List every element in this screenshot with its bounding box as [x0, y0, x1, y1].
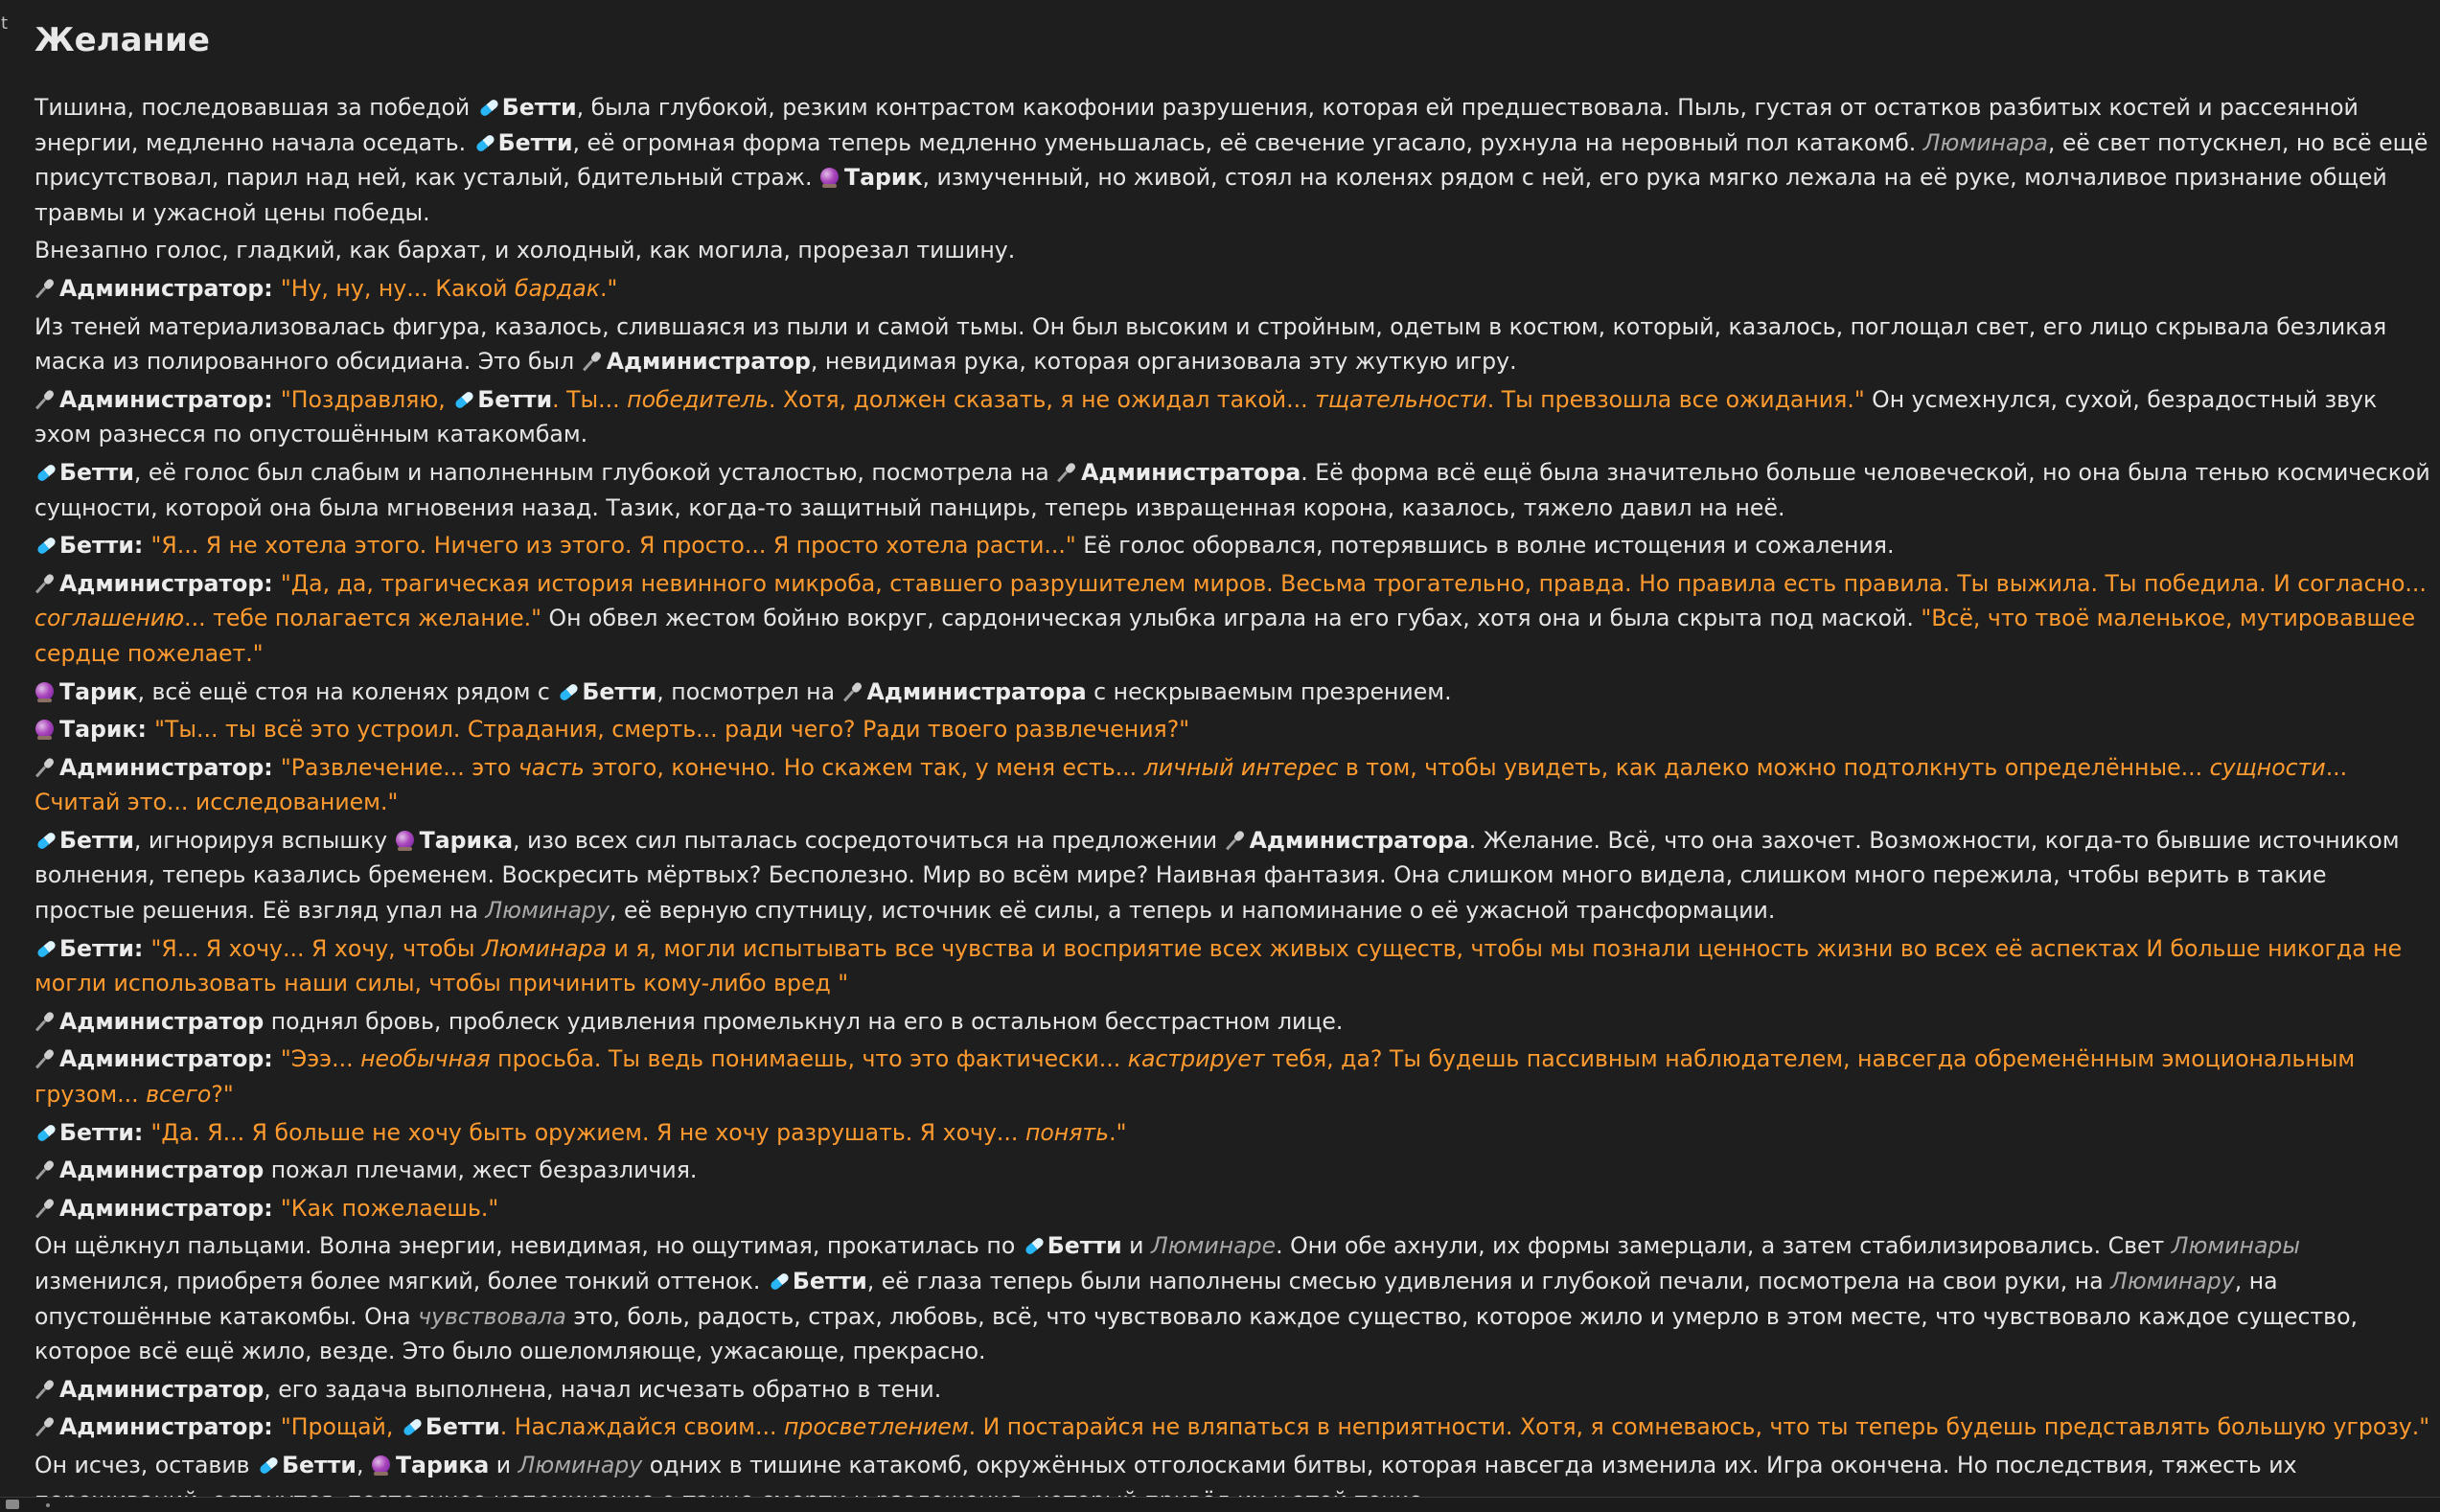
dialogue-admin-4 [35, 750, 2430, 820]
character-luminara: Люминара [1922, 128, 2048, 156]
toolbar-icon[interactable] [6, 1500, 19, 1509]
dialogue-admin-7 [35, 1409, 2430, 1445]
dialogue: ." [599, 274, 618, 302]
paragraph-19 [35, 1228, 2430, 1368]
text: Тишина, последовавшая за победой [35, 94, 477, 121]
dialogue: . Наслаждайся своим... [499, 1413, 784, 1441]
text: , его задача выполнена, начал исчезать обратно в тени. [264, 1375, 942, 1403]
dialogue-emphasis: понять [1024, 1118, 1110, 1146]
dialogue-emphasis: бардак [514, 274, 600, 302]
pill-icon [257, 1455, 278, 1476]
microphone-icon [35, 1198, 56, 1219]
character-luminara: Люминары [2171, 1232, 2301, 1260]
paragraph-9 [35, 675, 2430, 710]
dialogue-emphasis: Люминара [481, 934, 608, 962]
dialogue: . И постарайся не вляпаться в неприятности. Хотя, я сомневаюсь, что ты теперь будешь представлять большую угрозу." [968, 1413, 2430, 1441]
character-betty: Бетти [425, 1413, 500, 1441]
character-betty: Бетти [497, 128, 573, 156]
microphone-icon [35, 1159, 56, 1180]
text: , посмотрел на [656, 677, 842, 705]
microphone-icon [35, 1379, 56, 1400]
dialogue-betty-3 [35, 1115, 2430, 1151]
microphone-icon [1056, 462, 1077, 483]
paragraph-1 [35, 90, 2430, 230]
text: , измученный, но живой, стоял на коленях рядом с ней, его рука мягко лежала на её руке, молчаливое признание общей травмы и ужасной цены победы. [35, 164, 2387, 226]
crystal-ball-icon [819, 167, 840, 188]
pill-icon [35, 830, 56, 851]
speaker-betty: Бетти [59, 934, 134, 962]
dialogue: "Да, да, трагическая история невинного микроба, ставшего разрушителем миров. Весьма трогательно, правда. Но правила есть правила. Ты выжила. Ты победила. И согласно... [280, 569, 2427, 597]
microphone-icon [842, 681, 863, 702]
character-betty: Бетти [582, 677, 657, 705]
character-luminara: Люминару [2110, 1268, 2235, 1294]
character-betty: Бетти [792, 1268, 867, 1294]
bottom-toolbar [0, 1497, 2440, 1512]
dialogue-admin-5 [35, 1042, 2430, 1111]
dialogue-emphasis: сущности [2209, 753, 2326, 781]
colon: : [264, 274, 281, 302]
paragraph-4 [35, 309, 2430, 379]
pill-icon [35, 938, 56, 959]
dialogue-emphasis: просветлением [783, 1413, 969, 1441]
speaker-betty: Бетти [59, 532, 134, 560]
colon: : [264, 569, 281, 597]
pill-icon [557, 681, 578, 702]
dialogue-emphasis: часть [518, 753, 585, 781]
pill-icon [477, 97, 498, 118]
colon: : [133, 1118, 151, 1146]
pill-icon [473, 132, 495, 153]
character-luminara: Люминару [518, 1451, 643, 1478]
character-tarik: Тарик [844, 164, 923, 192]
character-admin: Администратор [59, 1157, 265, 1184]
speaker-admin: Администратор [59, 1045, 265, 1073]
character-betty: Бетти [59, 826, 134, 854]
character-admin: Администратора [1081, 458, 1301, 486]
text: . Её форма всё ещё была значительно больше человеческой, но она была тенью космической сущности, которой она была мгновения назад. Тазик, когда-то защитный панцирь, теперь извращенная корона, казалось, тяжело давил на неё. [35, 458, 2430, 521]
character-betty: Бетти [1047, 1232, 1122, 1260]
corner-letter: t [1, 13, 9, 34]
text: изменился, приобретя более мягкий, более тонкий оттенок. [35, 1268, 768, 1294]
text: Он исчез, оставив [35, 1451, 258, 1478]
microphone-icon [35, 278, 56, 299]
dialogue: ... Считай это... исследованием." [35, 753, 2348, 816]
microphone-icon [35, 1048, 56, 1069]
character-admin: Администратор [59, 1007, 265, 1035]
microphone-icon [582, 351, 603, 372]
microphone-icon [35, 389, 56, 410]
dialogue-admin-6 [35, 1191, 2430, 1226]
paragraph-2: Внезапно голос, гладкий, как бархат, и холодный, как могила, прорезал тишину. [35, 237, 1016, 264]
crystal-ball-icon [395, 830, 416, 851]
dialogue-emphasis: необычная [360, 1045, 491, 1073]
character-tarik: Тарика [395, 1451, 490, 1478]
character-tarik: Тарик [59, 677, 138, 705]
colon: : [264, 1194, 281, 1222]
page-title: Желание [35, 21, 210, 59]
dialogue-emphasis: тщательности [1315, 385, 1487, 413]
dialogue: ... тебе полагается желание." [184, 605, 542, 632]
dialogue: и я, могли испытывать все чувства и восприятие всех живых существ, чтобы мы познали ценность жизни во всех её аспектах И больше никогда не могли использовать наши силы, чтобы причинить кому-либо вред " [35, 934, 2403, 997]
pill-icon [35, 462, 56, 483]
character-admin: Администратора [1249, 826, 1469, 854]
dialogue-admin-2 [35, 382, 2430, 452]
dialogue: . Ты превзошла все ожидания." [1486, 385, 1865, 413]
dialogue: "Развлечение... это [280, 753, 518, 781]
paragraph-6 [35, 455, 2430, 525]
text: Он обвел жестом бойню вокруг, сардоническая улыбка играла на его губах, хотя она и была скрыта под маской. [541, 605, 1922, 632]
speaker-admin: Администратор [59, 569, 265, 597]
text: поднял бровь, проблеск удивления промелькнул на его в остальном бесстрастном лице. [264, 1007, 1344, 1035]
crystal-ball-icon [371, 1455, 392, 1476]
character-betty: Бетти [501, 94, 577, 121]
text: с нескрываемым презрением. [1086, 677, 1452, 705]
paragraph-12 [35, 823, 2430, 928]
dialogue: "Ну, ну, ну... Какой [280, 274, 515, 302]
colon: : [264, 753, 281, 781]
story-document [35, 17, 2430, 1512]
speaker-betty: Бетти [59, 1118, 134, 1146]
text: , игнорируя вспышку [133, 826, 395, 854]
speaker-admin: Администратор [59, 385, 265, 413]
dialogue-emphasis: личный интерес [1143, 753, 1339, 781]
dialogue: "Всё, что твоё маленькое, мутировавшее сердце пожелает." [35, 605, 2416, 667]
character-luminara: Люминаре [1150, 1232, 1277, 1260]
dialogue: просьба. Ты ведь понимаешь, что это фактически... [490, 1045, 1128, 1073]
character-betty: Бетти [477, 385, 553, 413]
text: . Желание. Всё, что она захочет. Возможности, когда-то бывшие источником волнения, теперь казались бременем. Воскресить мёртвых? Бесполезно. Мир во всём мире? Наивная фантазия. Она слишком много видела, слишком много пережила, чтобы верить в такие простые решения. Её взгляд упал на [35, 826, 2400, 925]
colon: : [133, 532, 151, 560]
pill-icon [35, 1122, 56, 1143]
dialogue-emphasis: кастрирует [1127, 1045, 1265, 1073]
text: , [356, 1451, 371, 1478]
dialogue-tarik-1 [35, 712, 2430, 747]
speaker-admin: Администратор [59, 1413, 265, 1441]
text: Он щёлкнул пальцами. Волна энергии, невидимая, но ощутимая, прокатилась по [35, 1232, 1023, 1260]
dialogue: . Хотя, должен сказать, я не ожидал такой... [769, 385, 1316, 413]
pill-icon [35, 535, 56, 556]
dialogue-admin-3 [35, 566, 2430, 672]
text: Он усмехнулся, сухой, безрадостный звук эхом разнесся по опустошённым катакомбам. [35, 385, 2378, 448]
text: , была глубокой, резким контрастом какофонии разрушения, которая ей предшествовала. Пыль, густая от остатков разбитых костей и рассеянной энергии, медленно начала оседать. [35, 94, 2359, 156]
dialogue: "Ты... ты всё это устроил. Страдания, смерть... ради чего? Ради твоего развлечения?" [154, 716, 1190, 744]
colon: : [264, 1413, 281, 1441]
dialogue: тебя, да? Ты будешь пассивным наблюдателем, навсегда обременённым эмоциональным грузом... [35, 1045, 2356, 1109]
dialogue: "Я... Я хочу... Я хочу, чтобы [150, 934, 482, 962]
crystal-ball-icon [35, 681, 56, 702]
dialogue-betty-2 [35, 931, 2430, 1001]
colon: : [264, 1045, 281, 1073]
dialogue: "Я... Я не хотела этого. Ничего из этого. Я просто... Я просто хотела расти..." [150, 532, 1076, 560]
microphone-icon [1225, 830, 1246, 851]
pill-icon [768, 1271, 789, 1292]
character-admin: Администратора [866, 677, 1087, 705]
character-luminara: Люминару [485, 897, 610, 925]
character-betty: Бетти [282, 1451, 357, 1478]
microphone-icon [35, 1011, 56, 1032]
text: пожал плечами, жест безразличия. [264, 1157, 698, 1184]
dialogue: "Поздравляю, [280, 385, 453, 413]
text: Из теней материализовалась фигура, казалось, слившаяся из пыли и самой тьмы. Он был высоким и стройным, одетым в костюм, который, казалось, поглощал свет, его лицо скрывала безликая маска из полированного обсидиана. Это был [35, 312, 2387, 376]
text: , невидимая рука, которая организовала эту жуткую игру. [810, 348, 1517, 376]
speaker-admin: Администратор [59, 274, 265, 302]
dialogue: ?" [211, 1081, 234, 1109]
dialogue-admin-1 [35, 271, 2430, 307]
text: и [489, 1451, 518, 1478]
character-admin: Администратор [606, 348, 811, 376]
character-admin: Администратор [59, 1375, 265, 1403]
dialogue-emphasis: соглашению [35, 605, 185, 632]
colon: : [264, 385, 281, 413]
pill-icon [1023, 1235, 1044, 1256]
paragraph-17 [35, 1153, 2430, 1188]
text: , её глаза теперь были наполнены смесью удивления и глубокой печали, посмотрела на свои руки, на [866, 1268, 2111, 1294]
character-tarik: Тарика [419, 826, 514, 854]
text: . Они обе ахнули, их формы замерцали, а затем стабилизировались. Свет [1276, 1232, 2172, 1260]
text: , на опустошённые катакомбы. Она [35, 1268, 2278, 1330]
colon: : [137, 716, 155, 744]
text: , всё ещё стоя на коленях рядом с [137, 677, 558, 705]
text: Её голос оборвался, потерявшись в волне истощения и сожаления. [1075, 532, 1895, 560]
dialogue-emphasis: всего [146, 1081, 212, 1109]
pill-icon [452, 389, 473, 410]
dialogue-betty-1 [35, 528, 2430, 563]
crystal-ball-icon [35, 719, 56, 740]
text: и [1121, 1232, 1151, 1260]
text: , изо всех сил пыталась сосредоточиться на предложении [513, 826, 1225, 854]
speaker-tarik: Тарик [59, 716, 138, 744]
microphone-icon [35, 1416, 56, 1437]
dialogue: "Прощай, [280, 1413, 401, 1441]
dialogue: в том, чтобы увидеть, как далеко можно подтолкнуть определённые... [1338, 753, 2210, 781]
text: это, боль, радость, страх, любовь, всё, что чувствовало каждое существо, которое жило и умерло в этом месте, что чувствовало каждое существо, которое всё ещё жило, везде. Это было ошеломляюще, ужасающе, прекрасно. [35, 1302, 2359, 1365]
toolbar-dot-icon[interactable] [46, 1503, 50, 1507]
character-betty: Бетти [59, 458, 134, 486]
microphone-icon [35, 573, 56, 594]
text: , её верную спутницу, источник её силы, а теперь и напоминание о её ужасной трансформации. [609, 897, 1776, 925]
speaker-admin: Администратор [59, 1194, 265, 1222]
paragraph-14 [35, 1004, 2430, 1040]
text: одних в тишине катакомб, окружённых отголосками битвы, которая навсегда изменила их. Игра окончена. Но последствия, тяжесть их [649, 1451, 2297, 1478]
microphone-icon [35, 757, 56, 778]
pill-icon [401, 1416, 422, 1437]
text: , её свет потускнел, но всё ещё присутствовал, парил над ней, как усталый, бдительный страж. [35, 128, 2428, 192]
dialogue: "Да. Я... Я больше не хочу быть оружием. Я не хочу разрушать. Я хочу... [150, 1118, 1025, 1146]
text: , её огромная форма теперь медленно уменьшалась, её свечение угасало, рухнула на неровный пол катакомб. [572, 128, 1923, 156]
dialogue-emphasis: победитель [627, 385, 769, 413]
dialogue: . Ты... [552, 385, 628, 413]
speaker-admin: Администратор [59, 753, 265, 781]
dialogue: этого, конечно. Но скажем так, у меня есть... [584, 753, 1144, 781]
dialogue: ." [1109, 1118, 1127, 1146]
dialogue: "Эээ... [280, 1045, 361, 1073]
dialogue: "Как пожелаешь." [280, 1194, 499, 1222]
emphasis: чувствовала [418, 1302, 566, 1330]
text: , её голос был слабым и наполненным глубокой усталостью, посмотрела на [133, 458, 1057, 486]
paragraph-20 [35, 1372, 2430, 1408]
colon: : [133, 934, 151, 962]
